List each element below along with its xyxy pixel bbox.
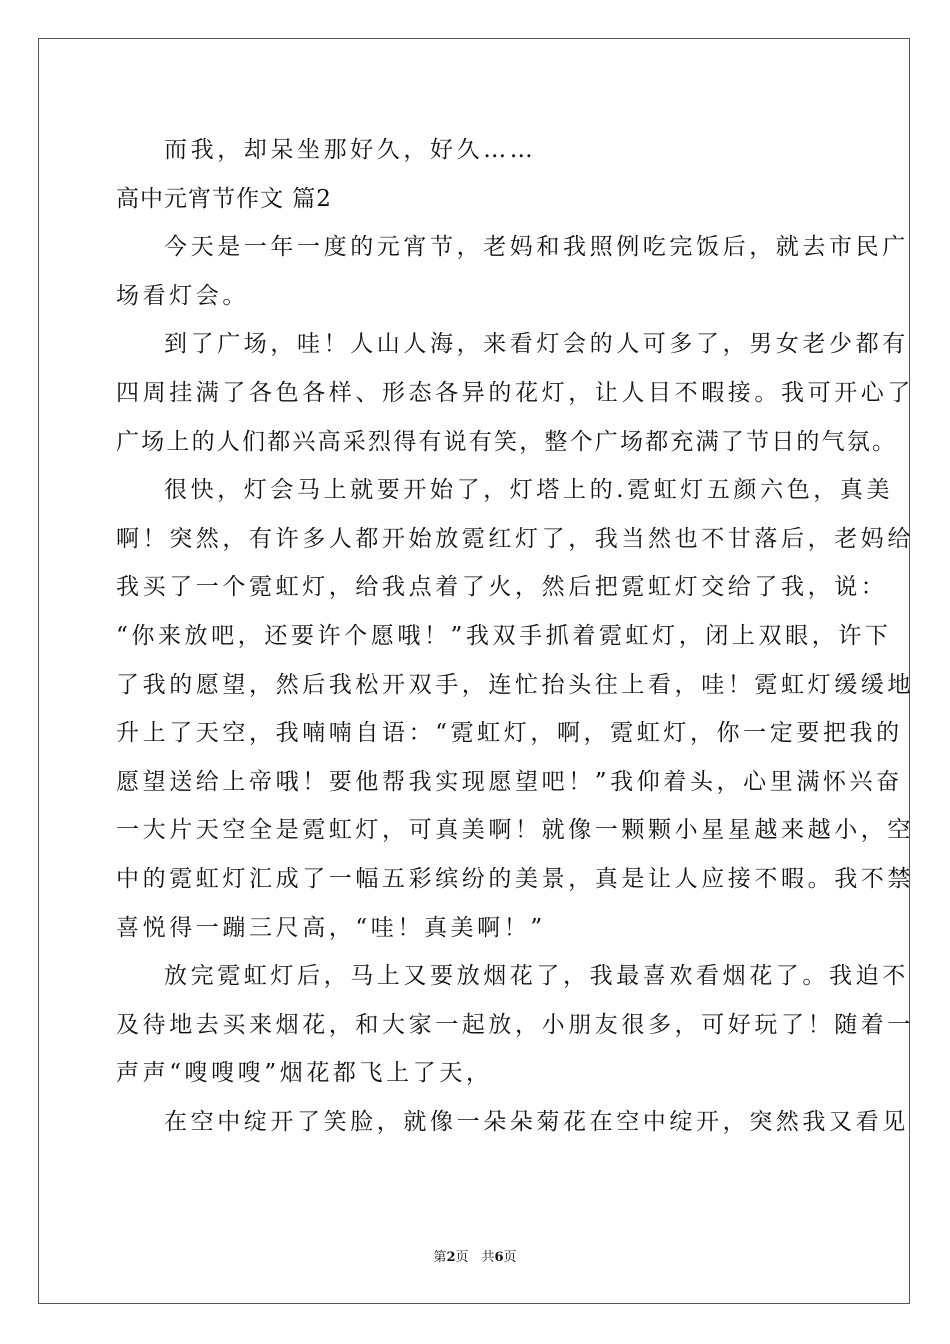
paragraph-line: 放完霓虹灯后，马上又要放烟花了，我最喜欢看烟花了。我迫不 <box>164 963 909 990</box>
paragraph-line: 很快，灯会马上就要开始了，灯塔上的.霓虹灯五颜六色，真美 <box>164 477 894 504</box>
paragraph-line: 愿望送给上帝哦！要他帮我实现愿望吧！”我仰着头，心里满怀兴奋 <box>116 768 903 795</box>
paragraph-line: 中的霓虹灯汇成了一幅五彩缤纷的美景，真是让人应接不暇。我不禁 <box>116 865 914 892</box>
total-page-number: 6 <box>494 1250 504 1265</box>
paragraph-line: 及待地去买来烟花，和大家一起放，小朋友很多，可好玩了！随着一 <box>116 1011 914 1038</box>
paragraph-line: 四周挂满了各色各样、形态各异的花灯，让人目不暇接。我可开心了 <box>116 379 914 406</box>
page-number-footer <box>0 1246 950 1265</box>
paragraph-line: 广场上的人们都兴高采烈得有说有笑，整个广场都充满了节日的气氛。 <box>116 428 898 455</box>
paragraph-line: 场看灯会。 <box>116 282 249 309</box>
paragraph-line: 我买了一个霓虹灯，给我点着了火，然后把霓虹灯交给了我，说： <box>116 574 888 601</box>
paragraph-line: 到了广场，哇！人山人海，来看灯会的人可多了，男女老少都有 <box>164 331 909 358</box>
paragraph-line: 声声“嗖嗖嗖”烟花都飞上了天， <box>116 1060 493 1087</box>
paragraph-line: 一大片天空全是霓虹灯，可真美啊！就像一颗颗小星星越来越小，空 <box>116 817 914 844</box>
paragraph-line: 今天是一年一度的元宵节，老妈和我照例吃完饭后，就去市民广 <box>164 234 909 261</box>
paragraph-line: 而我，却呆坐那好久，好久…… <box>164 137 537 163</box>
document-body <box>116 126 914 1146</box>
current-page-number: 2 <box>446 1250 456 1265</box>
page-label-mid: 页 共 <box>455 1250 495 1265</box>
paragraph-line: 喜悦得一蹦三尺高，“哇！真美啊！” <box>116 914 546 941</box>
section-heading: 高中元宵节作文 篇2 <box>116 185 332 212</box>
paragraph-line: “你来放吧，还要许个愿哦！”我双手抓着霓虹灯，闭上双眼，许下 <box>116 622 892 649</box>
paragraph-line: 了我的愿望，然后我松开双手，连忙抬头往上看，哇！霓虹灯缓缓地 <box>116 671 914 698</box>
paragraph-line: 升上了天空，我喃喃自语：“霓虹灯，啊，霓虹灯，你一定要把我的 <box>116 720 903 747</box>
page-label-suffix: 页 <box>503 1250 517 1265</box>
paragraph-line: 在空中绽开了笑脸，就像一朵朵菊花在空中绽开，突然我又看见 <box>164 1108 909 1135</box>
paragraph-line: 啊！突然，有许多人都开始放霓红灯了，我当然也不甘落后，老妈给 <box>116 525 914 552</box>
page-label-prefix: 第 <box>433 1250 447 1265</box>
